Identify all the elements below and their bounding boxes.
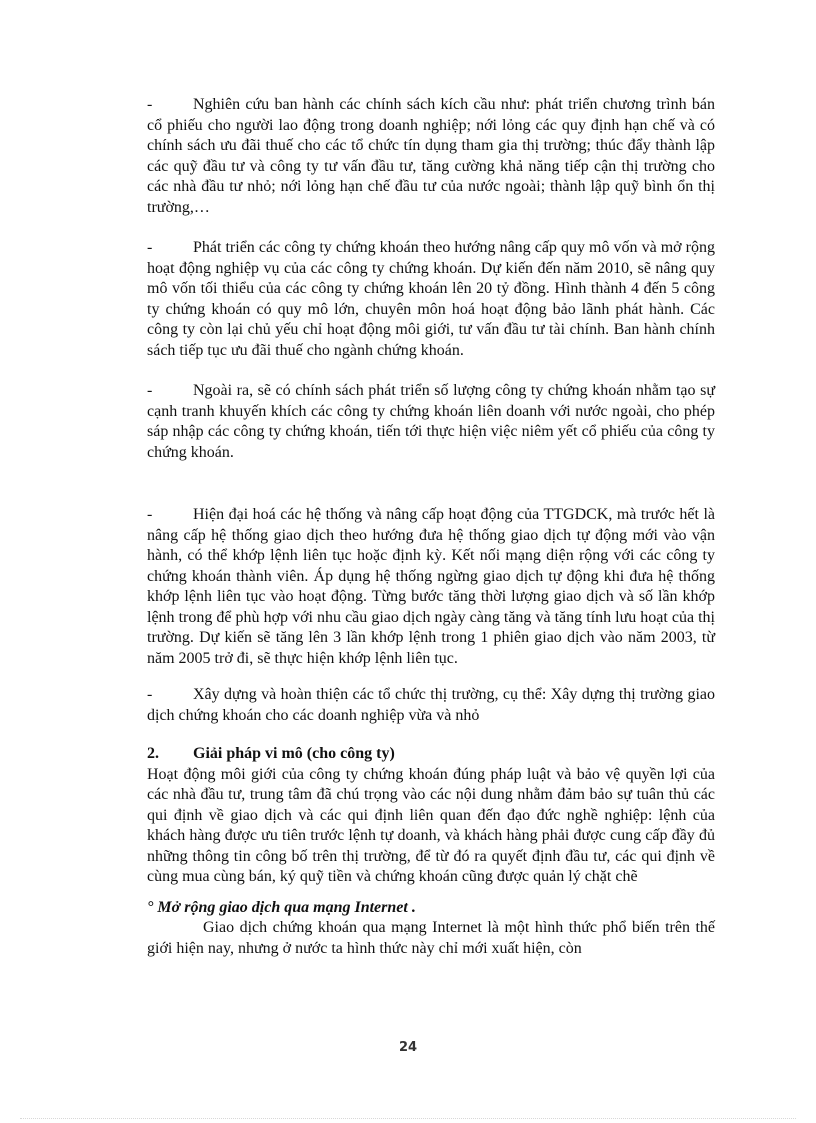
- section-title: Giải pháp vi mô (cho công ty): [193, 745, 395, 762]
- bullet-paragraph-5: [147, 685, 715, 726]
- bullet-paragraph-2: [147, 238, 715, 361]
- subsection-heading: ° Mở rộng giao dịch qua mạng Internet .: [147, 898, 416, 916]
- paragraph-text: Ngoài ra, sẽ có chính sách phát triển số lượng công ty chứng khoán nhằm tạo sự cạnh tranh khuyến khích các công ty chứng khoán liên doanh với nước ngoài, cho phép sáp nhập các công ty chứng khoán, tiến tới thực hiện việc niêm yết cổ phiếu của công ty chứng khoán.: [147, 382, 715, 461]
- bullet-dash: -: [147, 239, 153, 256]
- page-content: [147, 95, 715, 959]
- paragraph-text: Phát triển các công ty chứng khoán theo hướng nâng cấp quy mô vốn và mở rộng hoạt động nghiệp vụ của các công ty chứng khoán. Dự kiến đến năm 2010, sẽ nâng quy mô vốn tối thiểu của các công ty chứng khoán lên 20 tỷ đồng. Hình thành 4 đến 5 công ty chứng khoán có quy mô lớn, chuyên môn hoá hoạt động bảo lãnh phát hành. Các công ty còn lại chủ yếu chỉ hoạt động môi giới, tư vấn đầu tư tài chính. Ban hành chính sách tiếp tục ưu đãi thuế cho ngành chứng khoán.: [147, 239, 715, 359]
- page-bottom-divider: [20, 1118, 796, 1119]
- bullet-paragraph-1: [147, 95, 715, 218]
- bullet-dash: -: [147, 506, 153, 523]
- bullet-paragraph-4: [147, 505, 715, 669]
- bullet-dash: -: [147, 96, 153, 113]
- subsection-body: Giao dịch chứng khoán qua mạng Internet là một hình thức phổ biến trên thế giới hiện nay, nhưng ở nước ta hình thức này chỉ mới xuất hiện, còn: [147, 919, 715, 957]
- section-number: 2.: [147, 745, 159, 762]
- section-heading: [147, 744, 715, 765]
- page-number: 24: [398, 1040, 418, 1055]
- bullet-paragraph-3: [147, 381, 715, 463]
- bullet-dash: -: [147, 686, 153, 703]
- paragraph-text: Xây dựng và hoàn thiện các tổ chức thị trường, cụ thể: Xây dựng thị trường giao dịch chứng khoán cho các doanh nghiệp vừa và nhỏ: [147, 686, 715, 724]
- paragraph-text: Hiện đại hoá các hệ thống và nâng cấp hoạt động của TTGDCK, mà trước hết là nâng cấp hệ thống giao dịch theo hướng đưa hệ thống giao dịch tự động mới vào vận hành, có thể khớp lệnh liên tục hoặc định kỳ. Kết nối mạng diện rộng với các công ty chứng khoán thành viên. Áp dụng hệ thống ngừng giao dịch tự động khi đưa hệ thống khớp lệnh liên tục vào hoạt động. Từng bước tăng thời lượng giao dịch và số lần khớp lệnh trong để phù hợp với nhu cầu giao dịch ngày càng tăng và tăng tính lưu hoạt của thị trường. Dự kiến sẽ tăng lên 3 lần khớp lệnh trong 1 phiên giao dịch vào năm 2003, từ năm 2005 trở đi, sẽ thực hiện khớp lệnh liên tục.: [147, 506, 715, 667]
- paragraph-text: Nghiên cứu ban hành các chính sách kích cầu như: phát triển chương trình bán cổ phiếu cho người lao động trong doanh nghiệp; nới lỏng các quy định hạn chế và có chính sách ưu đãi thuế cho các tổ chức tín dụng tham gia thị trường; thúc đẩy thành lập các quỹ đầu tư và công ty tư vấn đầu tư, tăng cường khả năng tiếp cận thị trường cho các nhà đầu tư nhỏ; nới lỏng hạn chế đầu tư của nước ngoài; thành lập quỹ bình ổn thị trường,…: [147, 96, 715, 216]
- bullet-dash: -: [147, 382, 153, 399]
- section-body: Hoạt động môi giới của công ty chứng khoán đúng pháp luật và bảo vệ quyền lợi của các nhà đầu tư, trung tâm đã chú trọng vào các nội dung nhằm đảm bảo sự tuân thủ các qui định về giao dịch và các qui định liên quan đến đạo đức nghề nghiệp: lệnh của khách hàng được ưu tiên trước lệnh tự doanh, và khách hàng phải được cung cấp đầy đủ những thông tin công bố trên thị trường, để từ đó ra quyết định đầu tư, các qui định về cùng mua cùng bán, ký quỹ tiền và chứng khoán cũng được quản lý chặt chẽ: [147, 765, 715, 885]
